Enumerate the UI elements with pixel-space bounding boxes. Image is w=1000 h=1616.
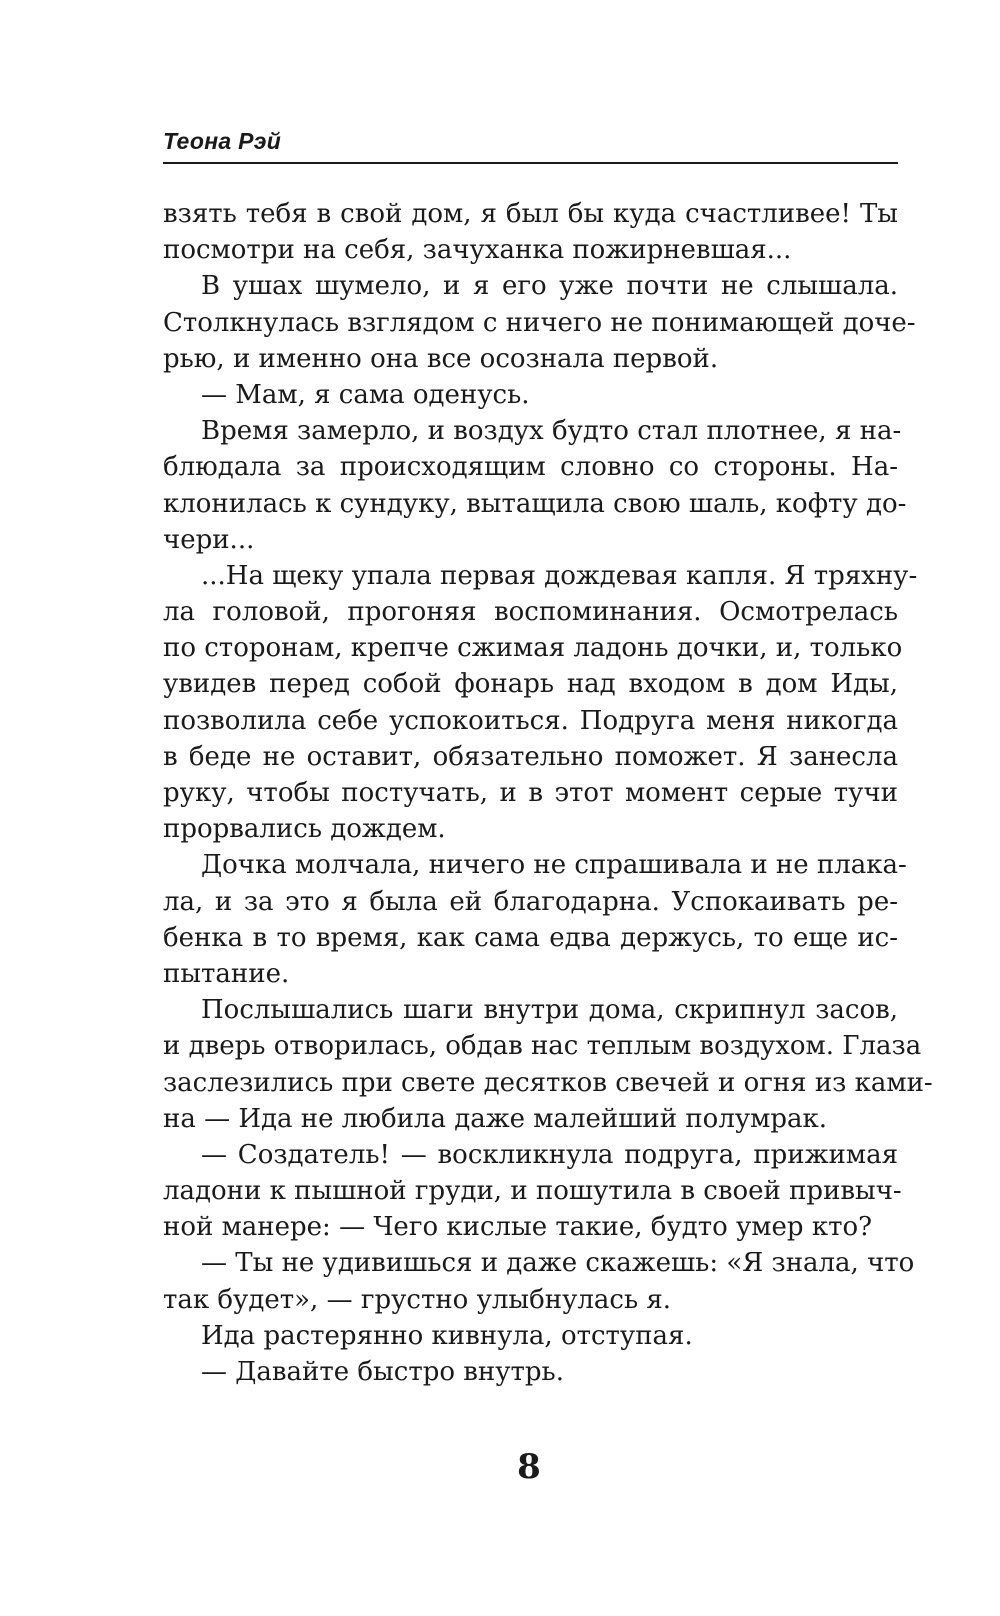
author-name: Теона Рэй (163, 128, 282, 154)
text-line: ладони к пышной груди, и пошутила в своей привыч- (163, 1176, 902, 1207)
text-line: В ушах шумело, и я его уже почти не слышала. (201, 271, 898, 302)
text-line: Послышались шаги внутри дома, скрипнул засов, (201, 995, 898, 1026)
text-line: посмотри на себя, зачуханка пожирневшая... (163, 235, 792, 266)
text-line: ...На щеку упала первая дождевая капля. Я тряхну- (201, 560, 918, 591)
text-line: Дочка молчала, ничего не спрашивала и не плака- (201, 850, 907, 881)
text-line: по сторонам, крепче сжимая ладонь дочки, и, только (163, 633, 903, 664)
text-line: Ида растерянно кивнула, отступая. (201, 1320, 693, 1351)
text-line: Время замерло, и воздух будто стал плотнее, я на- (201, 416, 902, 447)
text-line: — Мам, я сама оденусь. (201, 379, 530, 410)
text-line: рью, и именно она все осознала первой. (163, 343, 719, 374)
text-line: заслезились при свете десятков свечей и огня из ками- (163, 1067, 933, 1098)
text-line: ла головой, прогоняя воспоминания. Осмотрелась (163, 597, 898, 628)
text-line: и дверь отворилась, обдав нас теплым воздухом. Глаза (163, 1031, 922, 1062)
text-line: — Создатель! — воскликнула подруга, прижимая (201, 1139, 898, 1170)
text-line: прорвались дождем. (163, 814, 446, 845)
text-line: увидев перед собой фонарь над входом в дом Иды, (163, 669, 898, 700)
text-line: руку, чтобы постучать, и в этот момент серые тучи (163, 778, 898, 808)
text-line: ной манере: — Чего кислые такие, будто умер кто? (163, 1212, 873, 1243)
text-line: чери... (163, 524, 255, 555)
text-line: взять тебя в свой дом, я был бы куда счастливее! Ты (163, 199, 898, 229)
text-line: так будет», — грустно улыбнулась я. (163, 1284, 672, 1315)
text-line: клонилась к сундуку, вытащила свою шаль, кофту до- (163, 488, 907, 519)
text-line: ла, и за это я была ей благодарна. Успокаивать ре- (163, 886, 898, 917)
body-text (163, 196, 933, 1390)
text-line: — Ты не удивишься и даже скажешь: «Я знала, что (201, 1248, 915, 1279)
text-line: блюдала за происходящим словно со стороны. На- (163, 452, 898, 483)
text-line: на — Ида не любила даже малейший полумрак. (163, 1103, 828, 1134)
page-number: 8 (517, 1447, 541, 1487)
text-line: — Давайте быстро внутрь. (201, 1357, 564, 1387)
text-line: бенка в то время, как сама едва держусь, то еще ис- (163, 922, 898, 953)
text-line: позволила себе успокоиться. Подруга меня никогда (163, 705, 898, 736)
text-line: в беде не оставит, обязательно поможет. Я занесла (163, 741, 898, 772)
running-header (163, 124, 898, 164)
text-line: Столкнулась взглядом с ничего не понимающей доче- (163, 307, 916, 338)
text-line: пытание. (163, 958, 290, 989)
